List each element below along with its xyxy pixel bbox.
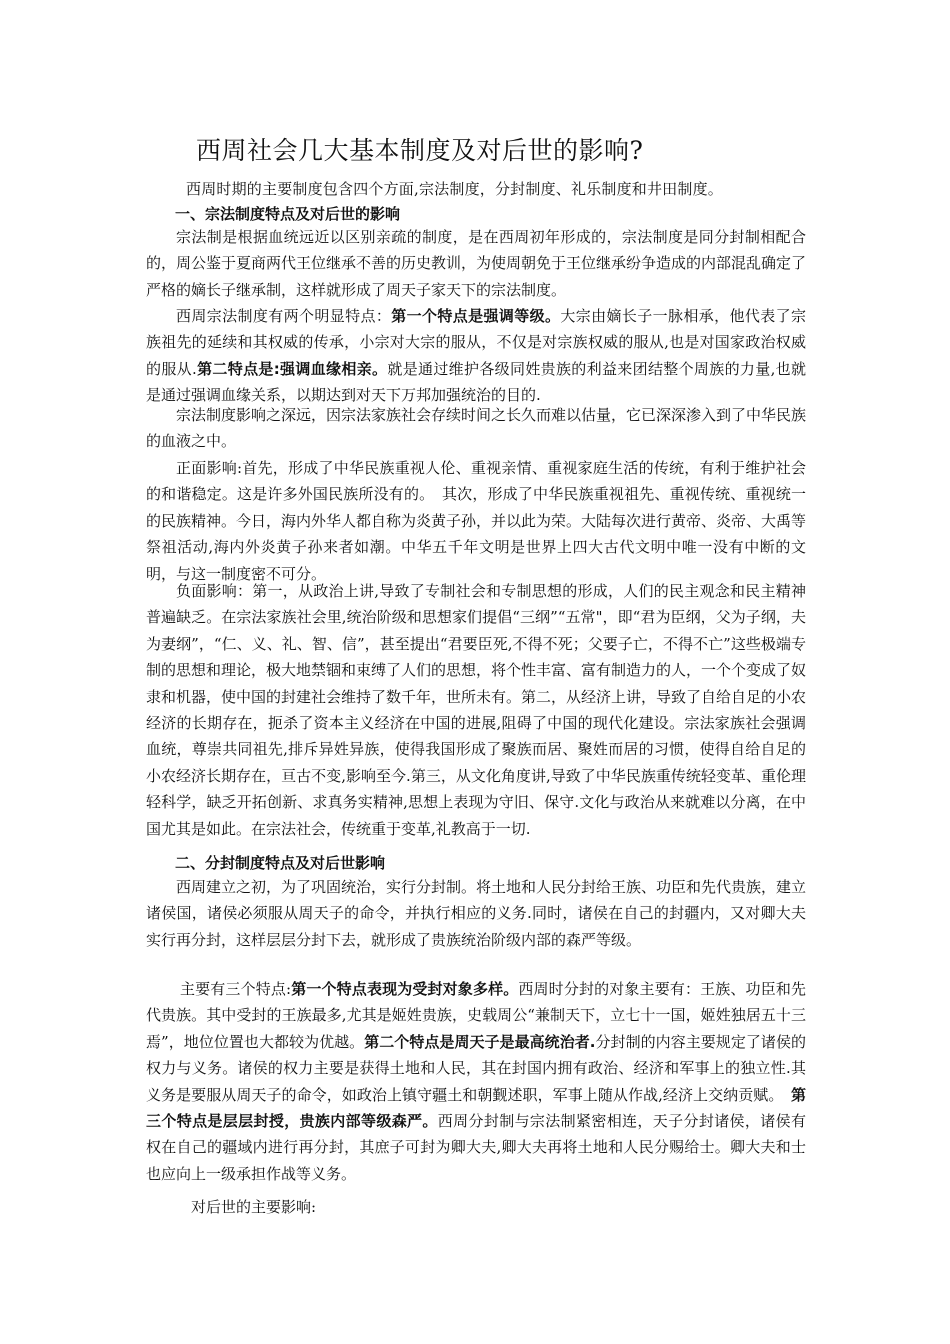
intro-text: 西周时期的主要制度包含四个方面,宗法制度，分封制度、礼乐制度和井田制度。 — [186, 180, 723, 198]
section-1-paragraph-4: 正面影响:首先，形成了中华民族重视人伦、重视亲情、重视家庭生活的传统，有利于维护社会的和谐稳定。这是许多外国民族所没有的。 其次，形成了中华民族重视祖先、重视传统、重视统一的民族精神。今日，海内外华人都自称为炎黄子孙，并以此为荣。大陆每次进行黄帝、炎帝、大禹等祭祖活动,海内外炎黄子孙来者如潮。中华五千年文明是世界上四大古代文明中唯一没有中断的文明，与这一制度密不可分。 — [146, 459, 807, 583]
paragraph-text: 西周宗法制度有两个明显特点： — [176, 307, 392, 325]
paragraph-text: 西周时分封的对象主要有：王族、功臣和先代贵族。其中受封的王族最多,尤其是姬姓贵族，史载周公“兼制天下，立七十一国，姬姓独居五十三焉”，地位位置也大都较为优越。 — [146, 980, 806, 1051]
section-1-heading: 一、宗法制度特点及对后世的影响 — [175, 205, 401, 223]
bold-point-1: 第一个特点表现为受封对象多样。 — [291, 980, 519, 998]
paragraph-text: 就是通过维护各级同姓贵族的利益来团结整个周族的力量,也就是通过强调血缘关系，以期达到对天下万邦加强统治的目的. — [146, 359, 806, 405]
paragraph-text: 大宗由嫡长子一脉相承，他代表了宗族祖先的延续和其权威的传承，小宗对大宗的服从，不仅是对宗族权威的服从,也是对国家政治权威的服从. — [146, 307, 806, 378]
bold-point-1: 第一个特点是强调等级。 — [391, 307, 561, 325]
section-2-paragraph-1: 西周建立之初，为了巩固统治，实行分封制。将土地和人民分封给王族、功臣和先代贵族，建立诸侯国，诸侯必须服从周天子的命令，并执行相应的义务.同时，诸侯在自己的封疆内，又对卿大夫实行再分封，这样层层分封下去，就形成了贵族统治阶级内部的森严等级。 — [146, 878, 807, 949]
page-title: 西周社会几大基本制度及对后世的影响? — [196, 136, 644, 165]
paragraph-text: 西周分封制与宗法制紧密相连，天子分封诸侯，诸侯有权在自己的疆域内进行再分封，其庶子可封为卿大夫,卿大夫再将土地和人民分赐给士。卿大夫和士也应向上一级承担作战等义务。 — [146, 1112, 806, 1183]
section-1-paragraph-3: 宗法制度影响之深远，因宗法家族社会存续时间之长久而难以估量，它已深深渗入到了中华民族的血液之中。 — [146, 406, 807, 451]
paragraph-text: 主要有三个特点: — [180, 980, 292, 998]
section-2-heading: 二、分封制度特点及对后世影响 — [175, 854, 386, 872]
bold-point-3: 第三个特点是层层封授，贵族内部等级森严。 — [146, 1085, 806, 1131]
section-1-paragraph-1: 宗法制是根据血统远近以区别亲疏的制度，是在西周初年形成的，宗法制度是同分封制相配合的，周公鉴于夏商两代王位继承不善的历史教训，为使周朝免于王位继承纷争造成的内部混乱确定了严格的嫡长子继承制，这样就形成了周天子家天下的宗法制度。 — [146, 228, 807, 299]
section-2-paragraph-2 — [146, 976, 806, 1187]
bold-point-2: 第二特点是:强调血缘相亲。 — [196, 359, 388, 378]
paragraph-text: 分封制的内容主要规定了诸侯的权力与义务。诸侯的权力主要是获得土地和人民，其在封国内拥有政治、经济和军事上的独立性.其义务是要服从周天子的命令，如政治上镇守疆土和朝觐述职，军事上随从作战,经济上交纳贡赋。 — [146, 1032, 806, 1104]
section-2-paragraph-3: 对后世的主要影响: — [191, 1198, 317, 1216]
section-1-paragraph-2 — [146, 303, 806, 409]
bold-point-2: 第二个特点是周天子是最高统治者. — [364, 1032, 596, 1051]
section-1-paragraph-5: 负面影响：第一，从政治上讲,导致了专制社会和专制思想的形成，人们的民主观念和民主精神普遍缺乏。在宗法家族社会里,统治阶级和思想家们提倡“三纲”“五常"，即“君为臣纲，父为子纲，夫为妻纲”，“仁、义、礼、智、信”，甚至提出“君要臣死,不得不死；父要子亡，不得不亡”这些极端专制的思想和理论，极大地禁锢和束缚了人们的思想，将个性丰富、富有制造力的人，一个个变成了奴隶和机器，使中国的封建社会维持了数千年，世所未有。第二，从经济上讲，导致了自给自足的小农经济的长期存在，扼杀了资本主义经济在中国的进展,阻碍了中国的现代化建设。宗法家族社会强调血统，尊崇共同祖先,排斥异姓异族，使得我国形成了聚族而居、聚姓而居的习惯，使得自给自足的小农经济长期存在，亘古不变,影响至今.第三，从文化角度讲,导致了中华民族重传统轻变革、重伦理轻科学，缺乏开拓创新、求真务实精神,思想上表现为守旧、保守.文化与政治从来就难以分离，在中国尤其是如此。在宗法社会，传统重于变革,礼教高于一切. — [146, 582, 807, 838]
